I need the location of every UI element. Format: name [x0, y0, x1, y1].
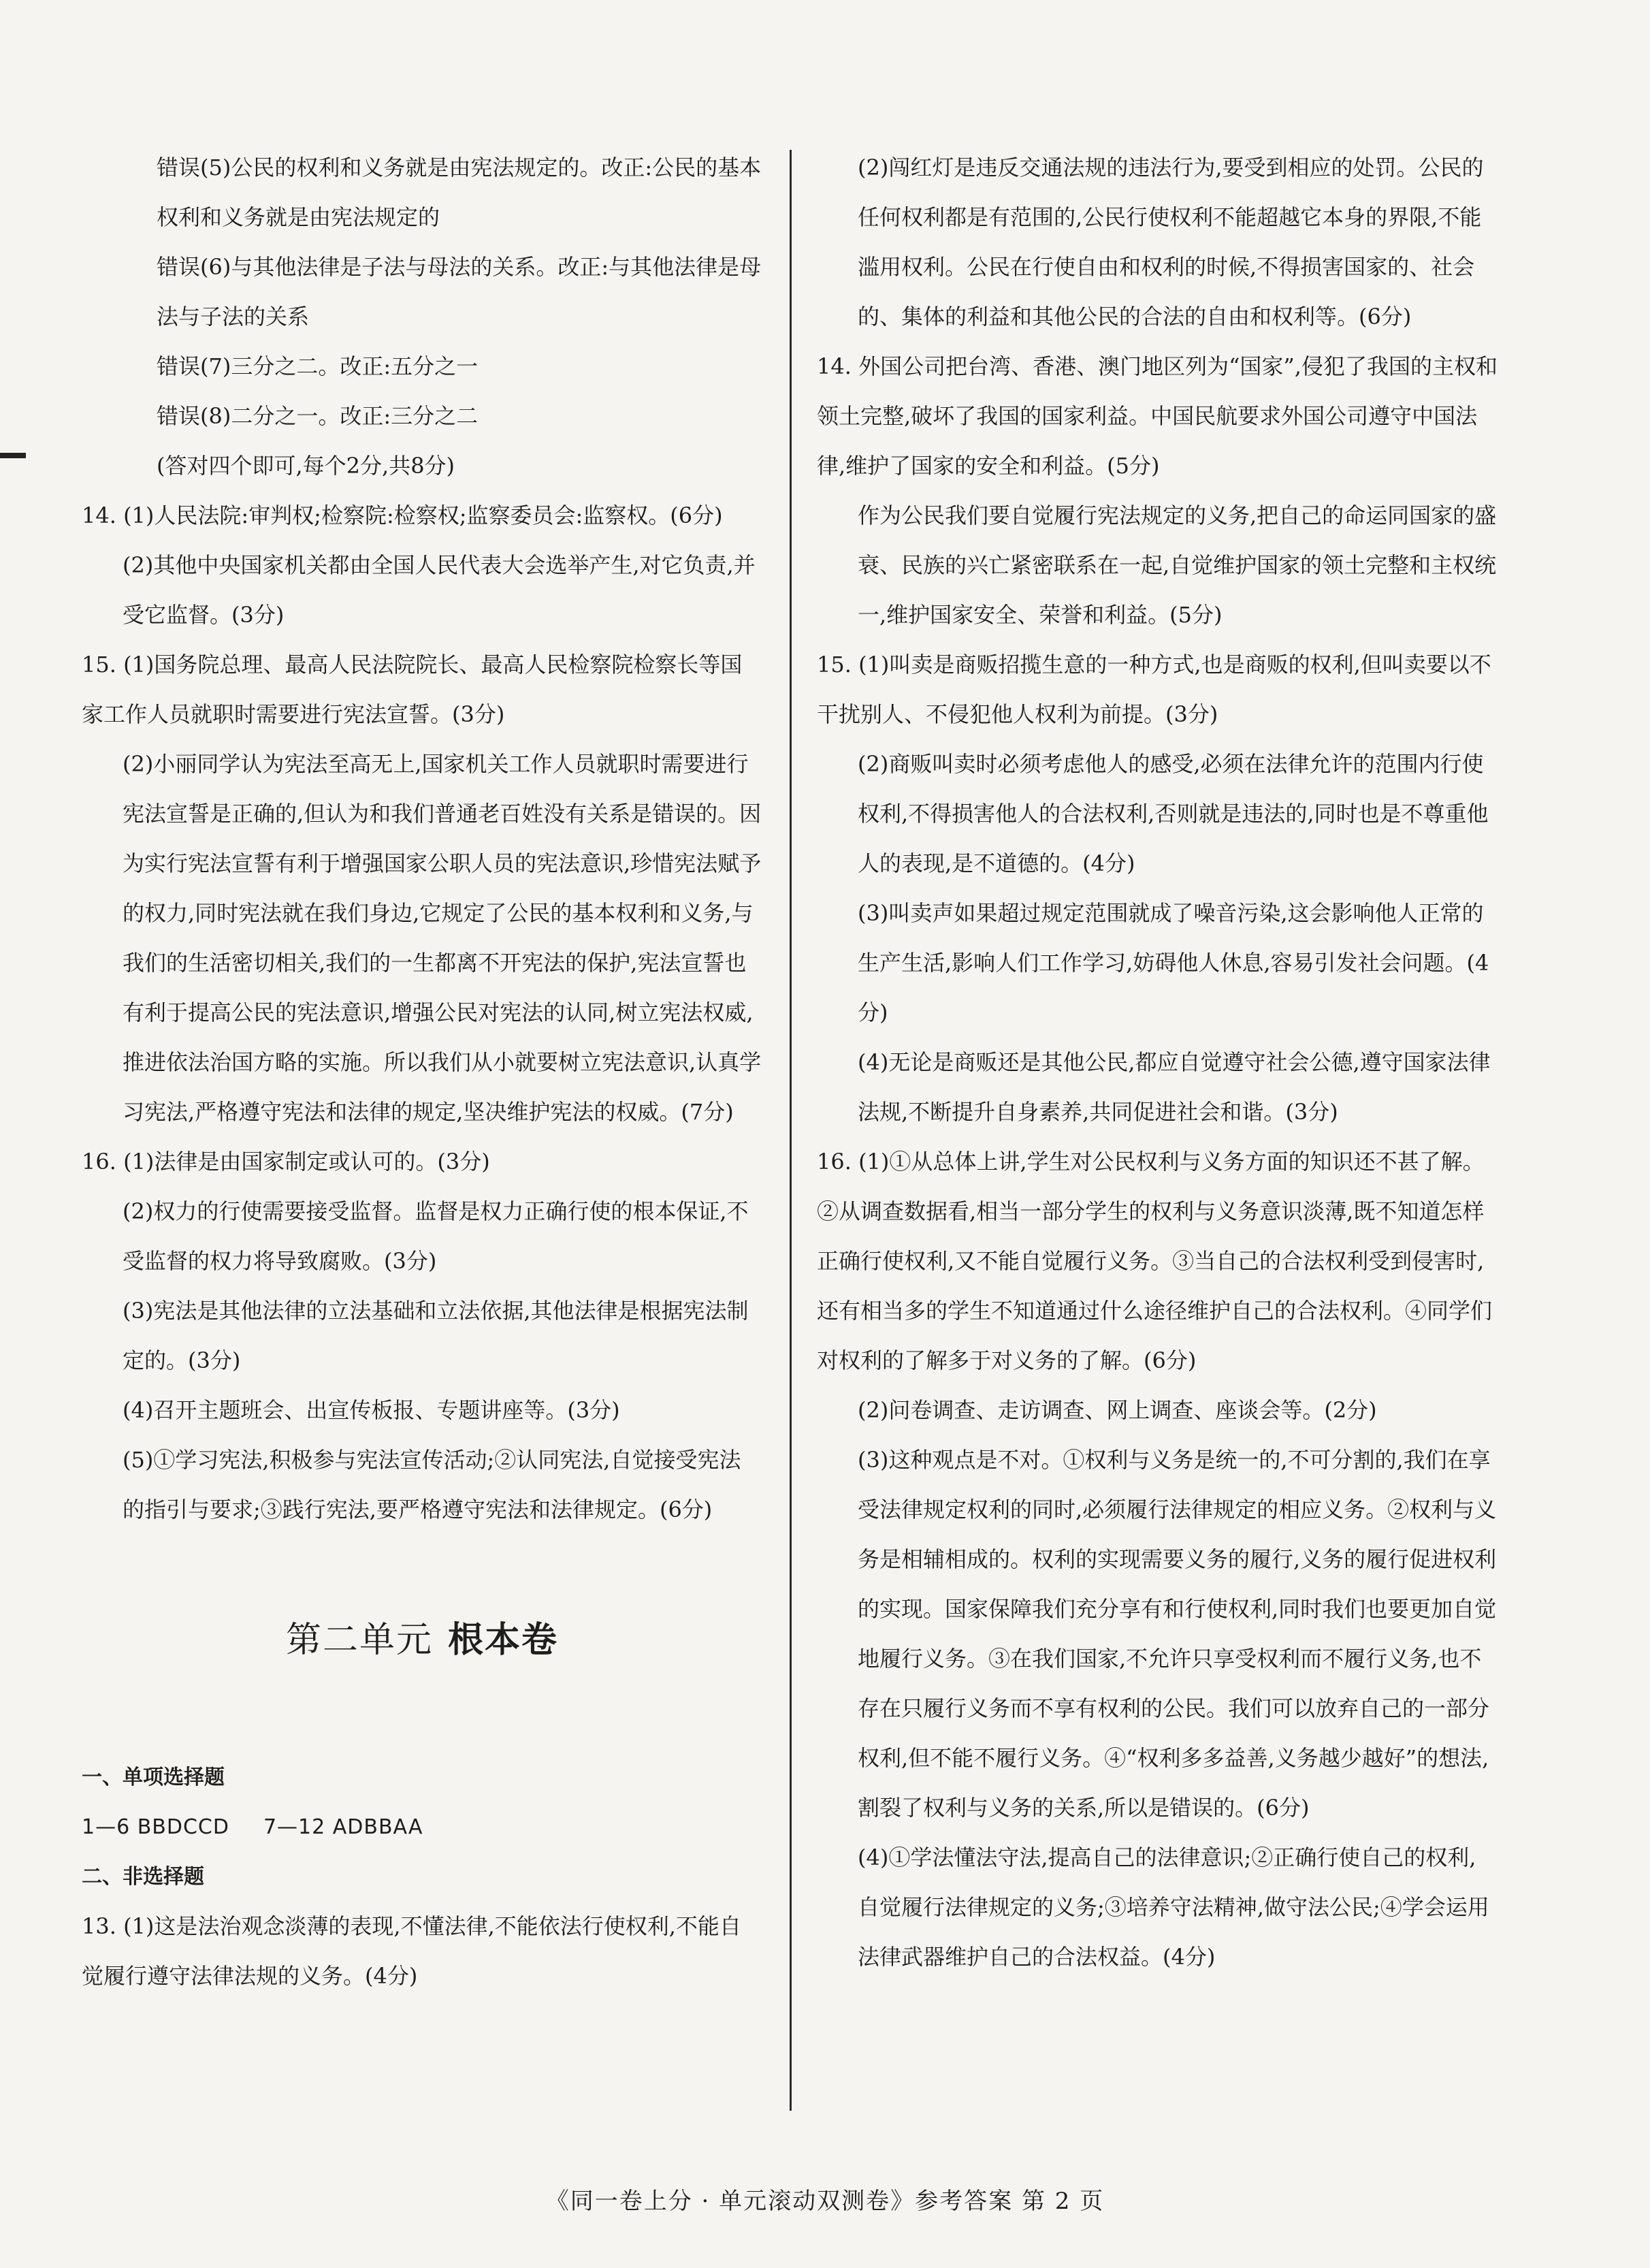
- answer-paragraph: 错误(6)与其他法律是子法与母法的关系。改正:与其他法律是母法与子法的关系: [157, 254, 762, 330]
- column-divider: [790, 150, 792, 2111]
- question-15-part-1: 15. (1)叫卖是商贩招揽生意的一种方式,也是商贩的权利,但叫卖要以不干扰别人、不侵犯他人权利为前提。(3分): [817, 652, 1491, 727]
- question-14-part-2: (2)其他中央国家机关都由全国人民代表大会选举产生,对它负责,并受它监督。(3分): [123, 552, 756, 628]
- section-title: [82, 1616, 762, 1664]
- heading-non-choice: 二、非选择题: [82, 1865, 204, 1889]
- question-16-part-3: (3)这种观点是不对。①权利与义务是统一的,不可分割的,我们在享受法律规定权利的同时,必须履行法律规定的相应义务。②权利与义务是相辅相成的。权利的实现需要义务的履行,义务的履行促进权利的实现。国家保障我们充分享有和行使权利,同时我们也要更加自觉地履行义务。③在我们国家,不允许只享受权利而不履行义务,也不存在只履行义务而不享有权利的公民。我们可以放弃自己的一部分权利,但不能不履行义务。④“权利多多益善,义务越少越好”的想法,割裂了权利与义务的关系,所以是错误的。(6分): [858, 1447, 1497, 1821]
- question-16-part-3: (3)宪法是其他法律的立法基础和立法依据,其他法律是根据宪法制定的。(3分): [123, 1298, 749, 1373]
- question-16-part-4: (4)①学法懂法守法,提高自己的法律意识;②正确行使自己的权利,自觉履行法律规定的义务;③培养守法精神,做守法公民;④学会运用法律武器维护自己的合法权益。(4分): [858, 1844, 1489, 1970]
- question-14-part-1: 14. (1)人民法院:审判权;检察院:检察权;监察委员会:监察权。(6分): [82, 502, 723, 528]
- answers-7-12: 7—12 ADBBAA: [263, 1815, 423, 1839]
- section-title-bold: 根本卷: [448, 1620, 559, 1661]
- question-15-part-1: 15. (1)国务院总理、最高人民法院院长、最高人民检察院检察长等国家工作人员就职时需要进行宪法宣誓。(3分): [82, 652, 743, 727]
- question-16-part-5: (5)①学习宪法,积极参与宪法宣传活动;②认同宪法,自觉接受宪法的指引与要求;③践行宪法,要严格遵守宪法和法律规定。(6分): [123, 1447, 741, 1522]
- question-14-part-a: 14. 外国公司把台湾、香港、澳门地区列为“国家”,侵犯了我国的主权和领土完整,破坏了我国的国家利益。中国民航要求外国公司遵守中国法律,维护了国家的安全和利益。(5分): [817, 353, 1498, 479]
- question-15-part-2: (2)小丽同学认为宪法至高无上,国家机关工作人员就职时需要进行宪法宣誓是正确的,但认为和我们普通老百姓没有关系是错误的。因为实行宪法宣誓有利于增强国家公职人员的宪法意识,珍惜宪法赋予的权力,同时宪法就在我们身边,它规定了公民的基本权利和义务,与我们的生活密切相关,我们的一生都离不开宪法的保护,宪法宣誓也有利于提高公民的宪法意识,增强公民对宪法的认同,树立宪法权威,推进依法治国方略的实施。所以我们从小就要树立宪法意识,认真学习宪法,严格遵守宪法和法律的规定,坚决维护宪法的权威。(7分): [123, 751, 762, 1125]
- question-15-part-2: (2)商贩叫卖时必须考虑他人的感受,必须在法律允许的范围内行使权利,不得损害他人的合法权利,否则就是违法的,同时也是不尊重他人的表现,是不道德的。(4分): [858, 751, 1489, 876]
- heading-single-choice: 一、单项选择题: [82, 1766, 225, 1789]
- question-15-part-4: (4)无论是商贩还是其他公民,都应自觉遵守社会公德,遵守国家法律法规,不断提升自身素养,共同促进社会和谐。(3分): [858, 1049, 1491, 1125]
- page-footer: 《同一卷上分 · 单元滚动双测卷》参考答案 第 2 页: [545, 2188, 1105, 2215]
- answer-paragraph: 错误(8)二分之一。改正:三分之二: [157, 403, 479, 429]
- question-14-part-b: 作为公民我们要自觉履行宪法规定的义务,把自己的命运同国家的盛衰、民族的兴亡紧密联系在一起,自觉维护国家的领土完整和主权统一,维护国家安全、荣誉和利益。(5分): [858, 502, 1497, 628]
- answers-1-6: 1—6 BBDCCD: [82, 1815, 229, 1839]
- question-16-part-2: (2)问卷调查、走访调查、网上调查、座谈会等。(2分): [858, 1397, 1377, 1423]
- question-16-part-1: 16. (1)法律是由国家制定或认可的。(3分): [82, 1149, 490, 1175]
- left-column: [82, 143, 762, 2001]
- question-13-part-2: (2)闯红灯是违反交通法规的违法行为,要受到相应的处罚。公民的任何权利都是有范围的,公民行使权利不能超越它本身的界限,不能滥用权利。公民在行使自由和权利的时候,不得损害国家的、社会的、集体的利益和其他公民的合法的自由和权利等。(6分): [858, 155, 1484, 330]
- answer-paragraph: 错误(5)公民的权利和义务就是由宪法规定的。改正:公民的基本权利和义务就是由宪法规定的: [157, 155, 762, 230]
- question-13-part-1: 13. (1)这是法治观念淡薄的表现,不懂法律,不能依法行使权利,不能自觉履行遵守法律法规的义务。(4分): [82, 1913, 741, 1989]
- edge-mark: [0, 453, 26, 458]
- answer-paragraph: 错误(7)三分之二。改正:五分之一: [157, 353, 479, 379]
- right-column: [817, 143, 1498, 1982]
- question-16-part-4: (4)召开主题班会、出宣传板报、专题讲座等。(3分): [123, 1397, 620, 1423]
- question-15-part-3: (3)叫卖声如果超过规定范围就成了噪音污染,这会影响他人正常的生产生活,影响人们工作学习,妨碍他人休息,容易引发社会问题。(4分): [858, 900, 1489, 1025]
- choice-answers: [82, 1802, 762, 1852]
- question-16-part-2: (2)权力的行使需要接受监督。监督是权力正确行使的根本保证,不受监督的权力将导致腐败。(3分): [123, 1198, 749, 1274]
- question-16-part-1: 16. (1)①从总体上讲,学生对公民权利与义务方面的知识还不甚了解。②从调查数据看,相当一部分学生的权利与义务意识淡薄,既不知道怎样正确行使权利,又不能自觉履行义务。③当自己的合法权利受到侵害时,还有相当多的学生不知道通过什么途径维护自己的合法权利。④同学们对权利的了解多于对义务的了解。(6分): [817, 1149, 1493, 1373]
- answer-paragraph: (答对四个即可,每个2分,共8分): [157, 453, 455, 479]
- section-title-prefix: 第二单元: [285, 1620, 433, 1661]
